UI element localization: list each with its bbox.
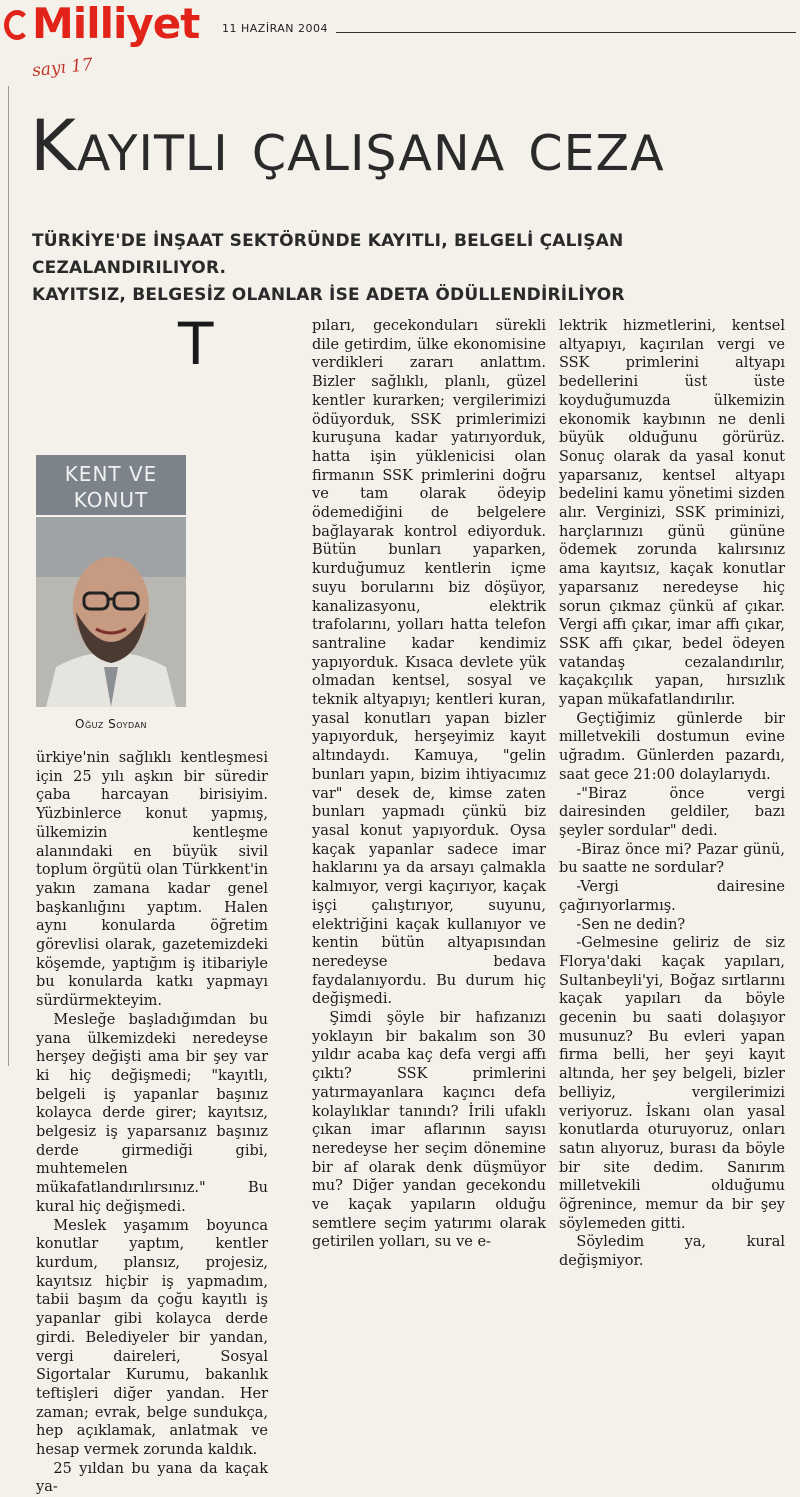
paragraph-5: pıları, gecekonduları sürekli dile getirdim, ülke ekonomisine verdikleri zararı anlattım. Bizler sağlıklı, planlı, güzel kentler kurarken; vergilerimizi ödüyorduk, SSK primlerimizi kuruşuna kadar yatırıyorduk, hatta işin yüklenicisi olan firmanın SSK primlerini doğru ve tam olarak ödeyip ödemediğini de belgelere bağlayarak kontrol ediyorduk. Bütün bunları yaparken, kurduğumuz kentlerin içme suyu borularını biz döşüyor, kanalizasyonu, elektrik trafolarını, yolları hatta telefon santraline kadar kendimiz yapıyorduk. Kısaca devlete yük olmadan kentsel, sosyal ve teknik altyapıyı; kentleri kuran, yasal konutları yapan bizler yapıyorduk, herşeyimiz kayıt altındaydı. Kamuya, "gelin bunları yapın, bizim ihtiyacımız var" desek de, kimse zaten bunları yapmadı çünkü biz yasal konut yapıyorduk. Oysa kaçak yapanlar sadece imar haklarını ya da arsayı çalmakla kalmıyor, vergi kaçırıyor, kaçak işçi çalıştırıyor, suyunu, elektriğini kaçak kullanıyor ve kentin bütün altyapısından neredeyse bedava faydalanıyordu. Bu durum hiç değişmedi. <box>312 318 546 1008</box>
paragraph-10: -Biraz önce mi? Pazar günü, bu saatte ne sordular? <box>559 841 785 877</box>
author-portrait-image <box>36 517 186 707</box>
issue-date: 11 HAZİRAN 2004 <box>222 22 329 35</box>
masthead-rule <box>336 32 796 33</box>
subheadline-line-1: TÜRKİYE'DE İNŞAAT SEKTÖRÜNDE KAYITLI, BELGELİ ÇALIŞAN CEZALANDIRILIYOR. <box>32 231 624 278</box>
column-tag-line-2: KONUT <box>73 488 149 512</box>
author-photo <box>36 517 186 707</box>
headline: Kayıtlı çalışana ceza <box>30 105 665 187</box>
paragraph-14: Söyledim ya, kural değişmiyor. <box>559 1234 785 1270</box>
paragraph-3: Meslek yaşamım boyunca konutlar yaptım, kentler kurdum, plansız, projesiz, kayıtsız hiçbir iş yapmadım, tabii başım da çoğu kayıtlı iş yapanlar gibi kolayca derde girdi. Belediyeler bir yandan, vergi daireleri, Sosyal Sigortalar Kurumu, bakanlık teftişleri diğer yandan. Her zaman; evrak, belge sundukça, hep açıklamak, anlatmak ve hesap vermek zorunda kaldık. <box>36 1217 268 1459</box>
masthead <box>0 0 800 46</box>
column-tag <box>36 455 186 515</box>
paragraph-9: -"Biraz önce vergi dairesinden geldiler, bazı şeyler sordular" dedi. <box>559 785 785 839</box>
paragraph-4: 25 yıldan bu yana da kaçak ya- <box>36 1460 268 1496</box>
article-column-2 <box>312 317 546 1252</box>
paragraph-13: -Gelmesine geliriz de siz Florya'daki kaçak yapıları, Sultanbeyli'yi, Boğaz sırtlarını kaçak yapıları da böyle gecenin bu saati dolaşıyor musunuz? Bu evleri yapan firma belli, her şeyi kayıt altında, her şey belgeli, bizler belliyiz, vergilerimizi veriyoruz. İskanı olan yasal konutlarda oturuyoruz, onları satın alıyoruz, burası da böyle bir site dedim. Sanırım milletvekili olduğumu öğrenince, memur da bir şey söylemeden gitti. <box>559 935 785 1232</box>
newspaper-logo: Milliyet <box>4 2 199 46</box>
show-through-text <box>30 190 790 222</box>
paragraph-2: Mesleğe başladığımdan bu yana ülkemizdeki neredeyse herşey değişti ama bir şey var ki hiç değişmedi; "kayıtlı, belgeli iş yapanlar başınız kolayca derde girer; kayıtsız, belgesiz iş yaparsanız başınız derde girmediği gibi, muhtemelen mükafatlandırılırsınız." Bu kural hiç değişmedi. <box>36 1011 268 1215</box>
columnist-box <box>36 455 186 745</box>
subheadline-line-2: KAYITSIZ, BELGESİZ OLANLAR İSE ADETA ÖDÜLLENDİRİLİYOR <box>32 285 625 305</box>
paragraph-6: Şimdi şöyle bir hafızanızı yoklayın bir bakalım son 30 yıldır acaba kaç defa vergi affı çıktı? SSK primlerini yatırmayanlara kaçıncı defa kolaylıklar tanındı? İrili ufaklı çıkan imar aflarının sayısı neredeyse her seçim dönemine bir af olarak denk düşmüyor mu? Diğer yandan gecekondu ve kaçak yapıların olduğu semtlere seçim yatırımı olarak getirilen yolları, su ve e- <box>312 1010 546 1251</box>
column-tag-line-1: KENT VE <box>64 462 158 486</box>
logo-swirl-icon <box>4 10 30 40</box>
handwritten-note: sayı 17 <box>31 54 94 82</box>
clipping-border <box>8 86 9 1066</box>
paragraph-12: -Sen ne dedin? <box>576 916 686 933</box>
drop-cap: T <box>178 310 214 378</box>
paragraph-7: lektrik hizmetlerini, kentsel altyapıyı, kaçırılan vergi ve SSK primlerini altyapı bedellerini üst üste koyduğumuzda ülkemizin ekonomik kaybının ne denli büyük olduğunu görürüz. Sonuç olarak da yasal konut yaparsanız, kentsel altyapı bedelini kamu yönetimi sizden alır. Verginizi, SSK priminizi, harçlarınızı günü gününe ödemek zorunda kalırsınız ama kayıtsız, kaçak konutlar yaparsanız neredeyse hiç sorun çıkmaz çünkü af çıkar. Vergi affı çıkar, imar affı çıkar, SSK affı çıkar, bedel ödeyen vatandaş cezalandırılır, kaçakçılık yapan, hırsızlık yapan mükafatlandırılır. <box>559 318 785 709</box>
subheadline <box>32 228 792 309</box>
author-name: Oğuz Soydan <box>75 717 147 731</box>
article-column-3 <box>559 317 785 1271</box>
paragraph-1-text: ürkiye'nin sağlıklı kentleşmesi için 25 yılı aşkın bir süredir çaba harcayan birisiyim. Yüzbinlerce konut yapmış, ülkemizin kentleşme alanındaki en büyük sivil toplum örgütü olan Türkkent'in yakın zamana kadar genel başkanlığını yaptım. Halen aynı konularda öğretim görevlisi olarak, gazetemizdeki köşemde, yaptığım iş itibariyle bu konularda katkı yapmayı sürdürmekteyim. <box>36 750 268 1010</box>
paragraph-11: -Vergi dairesine çağırıyorlarmış. <box>559 879 785 914</box>
paragraph-8: Geçtiğimiz günlerde bir milletvekili dostumun evine uğradım. Günlerden pazardı, saat gece 21:00 dolaylarıydı. <box>559 710 785 783</box>
article-column-1 <box>36 310 268 1497</box>
